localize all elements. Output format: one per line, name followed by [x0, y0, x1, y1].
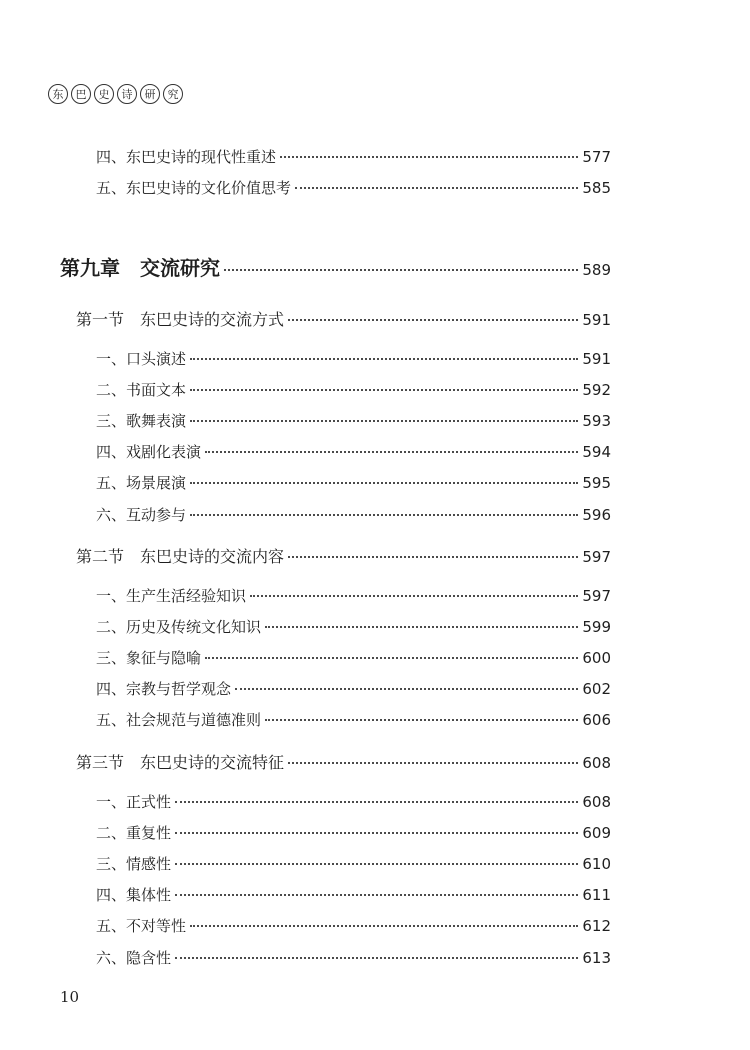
toc-entry-page: 594 — [582, 443, 611, 461]
toc-entry-label: 第九章 交流研究 — [60, 256, 220, 280]
running-head-char: 东 — [48, 84, 68, 104]
running-head-char: 诗 — [117, 84, 137, 104]
toc-entry — [96, 472, 611, 493]
toc-entry-page: 613 — [582, 949, 611, 967]
page-number: 10 — [60, 988, 80, 1006]
toc-entry-page: 589 — [582, 261, 611, 279]
toc-entry-page: 610 — [582, 855, 611, 873]
dot-leader — [288, 556, 578, 558]
toc-entry-page: 597 — [582, 587, 611, 605]
toc-chapter-heading — [60, 252, 611, 281]
toc-entry — [96, 884, 611, 905]
toc-entry-label: 三、歌舞表演 — [96, 412, 187, 430]
dot-leader — [175, 863, 578, 865]
dot-leader — [280, 156, 578, 158]
toc-entry — [96, 177, 611, 198]
toc-entry — [96, 647, 611, 668]
toc-entry — [96, 709, 611, 730]
toc-entry-label: 四、戏剧化表演 — [96, 443, 202, 461]
running-head-char: 究 — [163, 84, 183, 104]
running-head-char: 研 — [140, 84, 160, 104]
toc-entry — [96, 146, 611, 167]
dot-leader — [175, 894, 578, 896]
toc-entry-label: 五、社会规范与道德准则 — [96, 711, 262, 729]
toc-entry-page: 612 — [582, 917, 611, 935]
toc-entry — [96, 504, 611, 525]
dot-leader — [190, 358, 578, 360]
toc-entry-page: 600 — [582, 649, 611, 667]
dot-leader — [175, 832, 578, 834]
toc-entry-label: 第三节 东巴史诗的交流特征 — [76, 753, 285, 772]
dot-leader — [265, 719, 578, 721]
toc-entry-page: 596 — [582, 506, 611, 524]
dot-leader — [190, 514, 578, 516]
dot-leader — [288, 762, 578, 764]
toc-entry — [96, 348, 611, 369]
dot-leader — [235, 688, 578, 690]
toc-entry — [96, 791, 611, 812]
dot-leader — [175, 957, 578, 959]
toc-entry-label: 四、集体性 — [96, 886, 172, 904]
toc-entry — [96, 410, 611, 431]
toc-entry-page: 608 — [582, 754, 611, 772]
toc-entry-label: 四、东巴史诗的现代性重述 — [96, 148, 277, 166]
toc-entry-page: 577 — [582, 148, 611, 166]
toc-entry — [96, 678, 611, 699]
toc-entry-label: 二、重复性 — [96, 824, 172, 842]
toc-entry-label: 六、隐含性 — [96, 949, 172, 967]
dot-leader — [205, 451, 578, 453]
toc-entry-page: 591 — [582, 350, 611, 368]
toc-entry — [96, 947, 611, 968]
toc-entry — [96, 915, 611, 936]
toc-entry-page: 606 — [582, 711, 611, 729]
toc-entry-page: 585 — [582, 179, 611, 197]
toc-entry-label: 一、生产生活经验知识 — [96, 587, 247, 605]
toc-entry-page: 597 — [582, 548, 611, 566]
dot-leader — [224, 269, 578, 271]
dot-leader — [190, 389, 578, 391]
toc-entry-label: 四、宗教与哲学观念 — [96, 680, 232, 698]
toc-entry-page: 593 — [582, 412, 611, 430]
toc-entry-label: 五、场景展演 — [96, 474, 187, 492]
toc-entry-label: 六、互动参与 — [96, 506, 187, 524]
toc-entry — [96, 616, 611, 637]
toc-entry — [96, 585, 611, 606]
toc-entry-label: 一、口头演述 — [96, 350, 187, 368]
toc-entry-page: 608 — [582, 793, 611, 811]
toc-entry-label: 第二节 东巴史诗的交流内容 — [76, 547, 285, 566]
toc-entry-page: 599 — [582, 618, 611, 636]
toc-entry — [96, 441, 611, 462]
toc-section-heading — [76, 750, 611, 773]
toc-entry-label: 一、正式性 — [96, 793, 172, 811]
toc-entry — [96, 853, 611, 874]
toc-entry-page: 611 — [582, 886, 611, 904]
running-head-char: 史 — [94, 84, 114, 104]
dot-leader — [265, 626, 578, 628]
toc-entry-label: 二、历史及传统文化知识 — [96, 618, 262, 636]
dot-leader — [288, 319, 578, 321]
toc-entry-page: 602 — [582, 680, 611, 698]
toc-entry-label: 第一节 东巴史诗的交流方式 — [76, 310, 285, 329]
toc-section-heading — [76, 544, 611, 567]
dot-leader — [295, 187, 578, 189]
toc-entry-label: 三、象征与隐喻 — [96, 649, 202, 667]
toc-entry-label: 五、东巴史诗的文化价值思考 — [96, 179, 292, 197]
running-head-char: 巴 — [71, 84, 91, 104]
toc-entry — [96, 822, 611, 843]
toc-entry-label: 二、书面文本 — [96, 381, 187, 399]
toc-entry-label: 三、情感性 — [96, 855, 172, 873]
toc-entry-page: 591 — [582, 311, 611, 329]
dot-leader — [175, 801, 578, 803]
toc-entry-page: 595 — [582, 474, 611, 492]
toc-entry — [96, 379, 611, 400]
toc-section-heading — [76, 307, 611, 330]
dot-leader — [190, 925, 578, 927]
dot-leader — [190, 420, 578, 422]
toc-entry-label: 五、不对等性 — [96, 917, 187, 935]
dot-leader — [205, 657, 578, 659]
dot-leader — [250, 595, 578, 597]
running-head — [48, 84, 186, 104]
toc-entry-page: 609 — [582, 824, 611, 842]
dot-leader — [190, 482, 578, 484]
toc-entry-page: 592 — [582, 381, 611, 399]
